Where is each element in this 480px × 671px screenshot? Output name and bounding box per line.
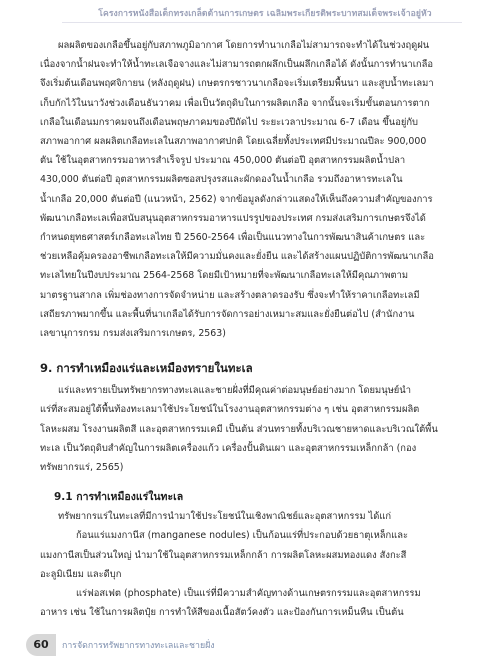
text-line: ก้อนแร่แมงกานีส (manganese nodules) เป็นก้อนแร่ที่ประกอบด้วยธาตุเหล็กและ: [76, 530, 408, 542]
text-line: จึงเริ่มต้นเดือนพฤศจิกายน (หลังฤดูฝน) เกษตรกรชาวนาเกลือจะเริ่มเตรียมพื้นนา และสูบน้ำทะเลมา: [40, 78, 434, 90]
running-header: โครงการหนังสือเด็กทรงเกล็ดด้านการเกษตร เฉลิมพระเกียรติพระบาทสมเด็จพระเจ้าอยู่หัว: [98, 9, 432, 19]
text-line: แร่ที่สะสมอยู่ใต้พื้นท้องทะเลมาใช้ประโยชน์ในโรงงานอุตสาหกรรมต่าง ๆ เช่น อุตสาหกรรมผลิต: [40, 404, 420, 416]
text-line: แร่และทรายเป็นทรัพยากรทางทะเลและชายฝั่งที่มีคุณค่าต่อมนุษย์อย่างมาก โดยมนุษย์นำ: [58, 385, 411, 397]
text-line: ทรัพยากรแร่, 2565): [40, 462, 124, 474]
footer-book-title: การจัดการทรัพยากรทางทะเลและชายฝั่ง: [62, 641, 215, 651]
text-line: เก็บกักไว้ในนาวังช่วงเดือนธันวาคม เพื่อเป็นวัตถุดิบในการผลิตเกลือ จากนั้นจะเริ่มขั้นตอนการตาก: [40, 97, 430, 109]
text-line: พัฒนาเกลือทะเลเพื่อสนับสนุนอุตสาหกรรมอาหารแปรรูปของประเทศ กรมส่งเสริมการเกษตรจึงได้: [40, 212, 426, 224]
text-line: ทะเล เป็นวัตถุดิบสำคัญในการผลิตเครื่องแก้ว เครื่องปั้นดินเผา และอุตสาหกรรมเหล็กกล้า (กอง: [40, 442, 417, 454]
subsection-heading-9-1: 9.1 การทำเหมืองแร่ในทะเล: [54, 491, 184, 504]
text-line: เสถียรภาพมากขึ้น และพื้นที่นาเกลือได้รับการจัดการอย่างเหมาะสมและยั่งยืนต่อไป (สำนักงาน: [40, 308, 415, 320]
text-line: อะลูมิเนียม และดีบุก: [40, 568, 122, 580]
text-line: เนื่องจากน้ำฝนจะทำให้น้ำทะเลเจือจางและไม่สามารถตกผลึกเป็นผลึกเกลือได้ ดังนั้นการทำนาเกลือ: [40, 59, 433, 71]
page-content: [40, 36, 450, 622]
text-line: 430,000 ตันต่อปี อุตสาหกรรมผลิตซอสปรุงรสและผักดองในน้ำเกลือ รวมถึงอาหารทะเลใน: [40, 174, 403, 186]
text-line: น้ำเกลือ 20,000 ตันต่อปี (แนวหน้า, 2562) จากข้อมูลดังกล่าวแสดงให้เห็นถึงความสำคัญของการ: [40, 193, 433, 205]
text-line: ผลผลิตของเกลือขึ้นอยู่กับสภาพภูมิอากาศ โดยการทำนาเกลือไม่สามารถจะทำได้ในช่วงฤดูฝน: [58, 40, 430, 51]
text-line: แร่ฟอสเฟต (phosphate) เป็นแร่ที่มีความสำคัญทางด้านเกษตรกรรมและอุตสาหกรรม: [76, 588, 421, 600]
text-line: กำหนดยุทธศาสตร์เกลือทะเลไทย ปี 2560-2564 เพื่อเป็นแนวทางในการพัฒนาสินค้าเกษตร และ: [40, 232, 426, 244]
paragraph-sea-mining: [40, 507, 450, 622]
text-line: มาตรฐานสากล เพิ่มช่องทางการจัดจำหน่าย และสร้างตลาดรองรับ ซึ่งจะทำให้ราคาเกลือทะเลมี: [40, 289, 420, 301]
text-line: แมงกานีสเป็นส่วนใหญ่ นำมาใช้ในอุตสาหกรรมเหล็กกล้า การผลิตโลหะผสมทองแดง สังกะสี: [40, 549, 407, 561]
paragraph-minerals-and-sand: [40, 381, 450, 477]
page-number: 60: [26, 634, 56, 656]
text-line: ทรัพยากรแร่ในทะเลที่มีการนำมาใช้ประโยชน์ในเชิงพาณิชย์และอุตสาหกรรม ได้แก่: [58, 511, 392, 523]
text-line: ทะเลไทยในปีงบประมาณ 2564-2568 โดยมีเป้าหมายที่จะพัฒนาเกลือทะเลให้มีคุณภาพตาม: [40, 270, 409, 282]
text-line: ช่วยเหลือคุ้มครองอาชีพเกลือทะเลให้มีความมั่นคงและยั่งยืน และได้สร้างแผนปฏิบัติการพัฒนาเกลือ: [40, 251, 434, 263]
text-line: เกลือในเดือนมกราคมจนถึงเดือนพฤษภาคมของปีถัดไป ระยะเวลาประมาณ 6-7 เดือน ขึ้นอยู่กับ: [40, 116, 418, 128]
text-line: อาหาร เช่น ใช้ในการผลิตปุ๋ย การทำให้สีของเนื้อสัตว์คงตัว และป้องกันการเหม็นหืน เป็นต้น: [40, 607, 404, 619]
header-divider: [62, 22, 462, 23]
text-line: เลขานุการกรม กรมส่งเสริมการเกษตร, 2563): [40, 328, 226, 340]
paragraph-salt-production: [40, 36, 450, 343]
page-footer: [26, 634, 466, 656]
section-heading-9: 9. การทำเหมืองแร่และเหมืองทรายในทะเล: [40, 361, 253, 376]
text-line: ตัน ใช้ในอุตสาหกรรมอาหารสำเร็จรูป ประมาณ 450,000 ตันต่อปี อุตสาหกรรมผลิตน้ำปลา: [40, 155, 406, 167]
text-line: สภาพอากาศ ผลผลิตเกลือทะเลในสภาพอากาศปกติ โดยเฉลี่ยทั้งประเทศมีประมาณปีละ 900,000: [40, 136, 427, 148]
text-line: โลหะผสม โรงงานผลิตสี และอุตสาหกรรมเคมี เป็นต้น ส่วนทรายทั้งบริเวณชายหาดและบริเวณใต้พื้น: [40, 423, 438, 435]
